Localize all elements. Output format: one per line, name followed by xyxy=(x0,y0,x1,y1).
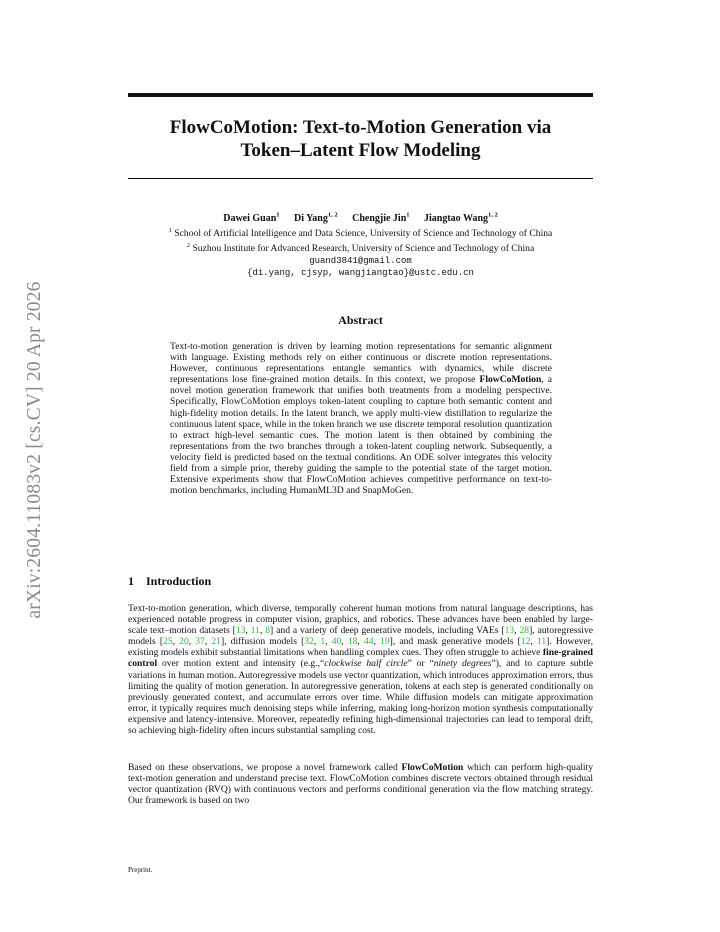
footer-note: Preprint. xyxy=(128,866,153,874)
author-name: Jiangtao Wang$^{1, 2}$ xyxy=(424,212,498,225)
citation-link[interactable]: 20 xyxy=(179,636,189,648)
citation-link[interactable]: 40 xyxy=(331,636,342,648)
affiliation-1: $^1$ School of Artificial Intelligence and Data Science, University of Science and Technology of China xyxy=(168,227,553,240)
author-name: Dawei Guan$^1$ xyxy=(223,212,280,225)
title-line-2: Token–Latent Flow Modeling xyxy=(240,140,481,161)
email-2[interactable]: {di.yang, cjsyp, wangjiangtao}@ustc.edu.cn xyxy=(247,267,474,278)
intro-paragraph-1: Text-to-motion generation, which diverse, temporally coherent human motions from natural language descriptions, has experienced notable progress in computer vision, graphics, and robotics. These advances have been enabled by large-scale text–motion datasets [13, 11, 8] and a variety of deep generative models, including VAEs [13, 28], autoregressive models [25, 20, 37, 21], diffusion models [32, 1, 40, 18, 44, 19], and mask generative models [12, 11]. However, existing models exhibit substantial limitations when handling complex cues. They often struggle to achieve fine-grained control over motion extent and intensity (e.g.,“clockwise half circle” or “ninety degrees”), and to capture subtle variations in human motion. Autoregressive models use vector quantization, which introduces approximation errors, thus limiting the quality of motion generation. In autoregressive generation, tokens at each step is generated conditionally on previously generated context, and accumulate errors over time. While diffusion models can mitigate approximation error, it typically requires much denoising steps while inferring, making long-horizon motion synthesis computationally expensive and latency-intensive. Moreover, repeatedly refining high-dimensional trajectories can lead to temporal drift, so achieving high-fidelity often incurs substantial sampling cost. xyxy=(128,603,594,737)
intro-paragraph-2: Based on these observations, we propose a novel framework called FlowCoMotion which can perform high-quality text-motion generation and understand precise text. FlowCoMotion combines discrete vectors obtained through residual vector quantization (RVQ) with continuous vectors and performs conditional generation via the flow matching strategy. Our framework is based on two xyxy=(128,762,593,807)
citation-link[interactable]: 28 xyxy=(519,625,530,637)
citation-link[interactable]: 13 xyxy=(235,625,246,637)
author-name: Di Yang$^{1, 2}$ xyxy=(294,212,338,225)
citation-link[interactable]: 13 xyxy=(504,625,515,637)
section-heading-introduction: 1 Introduction xyxy=(128,574,212,588)
citation-link[interactable]: 8 xyxy=(265,625,271,637)
title-bottom-rule xyxy=(128,178,593,179)
citation-link[interactable]: 11 xyxy=(536,636,547,648)
author-block xyxy=(128,210,593,279)
citation-link[interactable]: 18 xyxy=(347,636,358,648)
citation-link[interactable]: 11 xyxy=(250,625,260,637)
affiliation-2: $^2$ Suzhou Institute for Advanced Research, University of Science and Technology of China xyxy=(186,242,535,255)
citation-link[interactable]: 25 xyxy=(163,636,173,648)
citation-link[interactable]: 1 xyxy=(320,636,326,648)
abstract-body: Text-to-motion generation is driven by learning motion representations for semantic alignment with language. Existing methods rely on either continuous or discrete motion representations. However, continuous representations entangle semantics with dynamics, while discrete representations lose fine-grained motion details. In this context, we propose FlowCoMotion, a novel motion generation framework that unifies both treatments from a modeling perspective. Specifically, FlowCoMotion employs token-latent coupling to capture both semantic content and high-fidelity motion details. In the latent branch, we apply multi-view distillation to regularize the continuous latent space, while in the token branch we use discrete temporal resolution quantization to extract high-level semantic cues. The motion latent is then obtained by combining the representations from the two branches through a token-latent coupling network. Subsequently, a velocity field is predicted based on the textual conditions. An ODE solver integrates this velocity field from a simple prior, thereby guiding the sample to the potential state of the target motion. Extensive experiments show that FlowCoMotion achieves competitive performance on text-to-motion benchmarks, including HumanML3D and SnapMoGen. xyxy=(170,341,552,497)
author-name: Chengjie Jin$^1$ xyxy=(352,212,410,225)
abstract-heading: Abstract xyxy=(338,313,383,327)
paper-title xyxy=(128,116,593,162)
citation-link[interactable]: 44 xyxy=(363,636,374,648)
citation-link[interactable]: 37 xyxy=(195,636,205,648)
email-1[interactable]: guand3841@gmail.com xyxy=(309,255,412,266)
citation-link[interactable]: 12 xyxy=(520,636,531,648)
title-top-rule xyxy=(128,93,593,97)
citation-link[interactable]: 19 xyxy=(380,636,390,648)
arxiv-identifier: arXiv:2604.11083v2 [cs.CV] 20 Apr 2026 xyxy=(24,281,45,619)
citation-link[interactable]: 32 xyxy=(304,636,314,648)
author-list xyxy=(128,210,593,225)
citation-link[interactable]: 21 xyxy=(211,636,221,648)
title-line-1: FlowCoMotion: Text-to-Motion Generation via xyxy=(169,117,552,138)
